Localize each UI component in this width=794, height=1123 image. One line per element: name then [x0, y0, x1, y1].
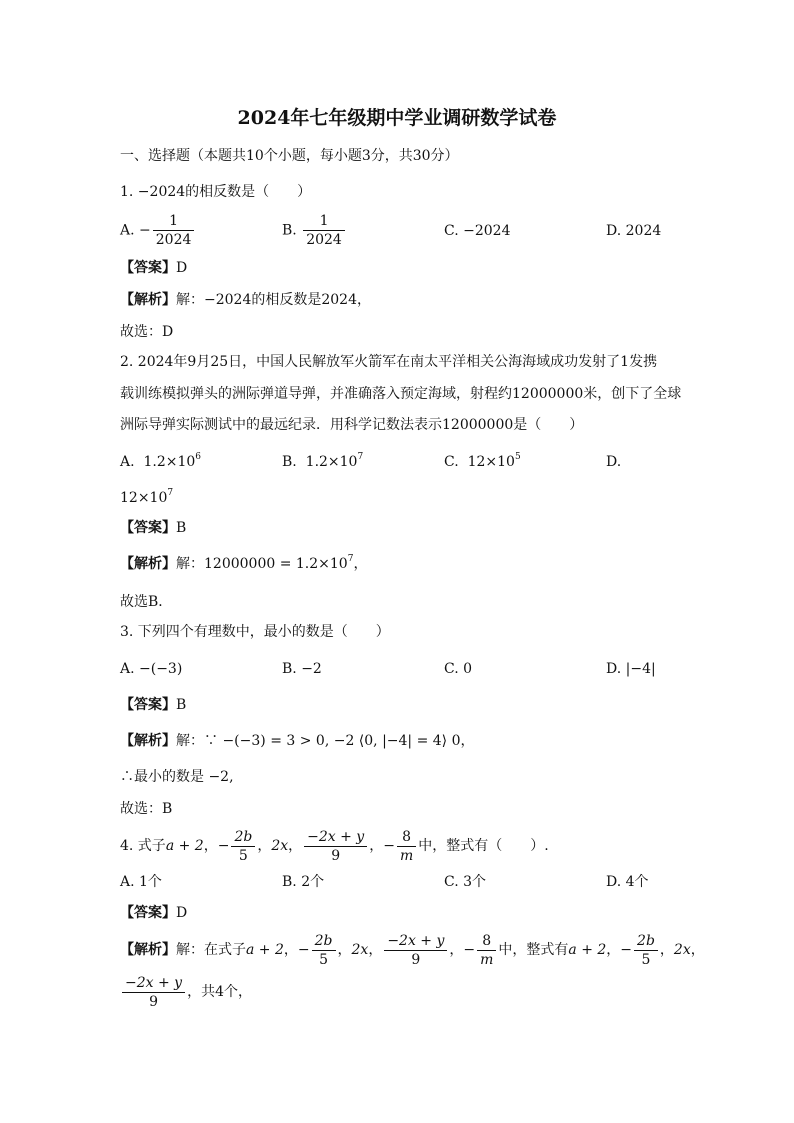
q1-analysis: 【解析】解：−2024的相反数是2024， [120, 292, 371, 308]
q4-option-c: C. 3个 [444, 874, 487, 890]
q3-conclusion: 故选：B [120, 801, 173, 817]
q1-conclusion: 故选：D [120, 324, 174, 340]
q2-analysis: 【解析】解：$12000000 = 1.2\times 10^7$， [120, 554, 368, 572]
q2-option-b: B. $1.2\times 10^7$ [282, 452, 364, 470]
q3-option-a: A. −(−3) [120, 661, 183, 677]
q4-option-a: A. 1个 [120, 874, 162, 890]
q3-option-c: C. 0 [444, 661, 473, 677]
q2-stem-line-3: 洲际导弹实际测试中的最远纪录．用科学记数法表示12000000是（ ） [120, 417, 584, 433]
q4-option-b: B. 2个 [282, 874, 325, 890]
q1-answer: 【答案】D [120, 260, 188, 276]
q1-option-c: C. −2024 [444, 223, 511, 239]
q1-a-fraction: $\frac{1}{2024}$ [153, 212, 195, 249]
q4-stem: 4. 式子a + 2，− $\frac{2b}{5}$ ，2x， $\frac{-2x + y}{9}$ ，− $\frac{8}{m}$ 中，整式有（ ）. [120, 828, 549, 864]
q2-option-d-label: D. [606, 454, 622, 470]
q4-analysis: 【解析】解：在式子a + 2，− $\frac{2b}{5}$ ，2x， $\frac{-2x + y}{9}$ ，− $\frac{8}{m}$ 中，整式有a + 2，− $\frac{2b}{5}$ ，2x， [120, 932, 705, 968]
q3-option-d: D. |−4| [606, 661, 656, 677]
q4-analysis-line-2: $\frac{-2x + y}{9}$ ，共4个， [120, 972, 252, 1012]
q2-stem-line-1: 2. 2024年9月25日，中国人民解放军火箭军在南太平洋相关公海海域成功发射了1发携 [120, 354, 658, 370]
q4-stem-frac-2b5: $\frac{2b}{5}$ [231, 828, 255, 865]
q4-stem-frac-8m: $\frac{8}{m}$ [397, 828, 416, 865]
q1-option-a: A. − $\frac{1}{2024}$ [120, 212, 196, 249]
q3-option-b: B. −2 [282, 661, 322, 677]
q2-option-c: C. $12\times 10^5$ [444, 452, 521, 470]
q1-option-d: D. 2024 [606, 223, 662, 239]
q1-stem: 1. −2024的相反数是（ ） [120, 184, 312, 200]
q3-analysis-line-2: ∴最小的数是 −2, [120, 769, 234, 785]
q2-conclusion: 故选B． [120, 594, 173, 610]
q2-answer: 【答案】B [120, 520, 187, 536]
q3-analysis: 【解析】解：∵ −(−3) = 3 > 0, −2 ⟨0, |−4| = 4⟩ 0， [120, 733, 475, 749]
q4-option-d: D. 4个 [606, 874, 649, 890]
q3-answer: 【答案】B [120, 697, 187, 713]
q1-option-b: B. $\frac{1}{2024}$ [282, 212, 347, 249]
q3-stem: 3. 下列四个有理数中，最小的数是（ ） [120, 624, 390, 640]
section-heading: 一、选择题（本题共10个小题，每小题3分，共30分） [120, 148, 459, 164]
page-title: 2024年七年级期中学业调研数学试卷 [237, 107, 557, 129]
q1-b-fraction: $\frac{1}{2024}$ [303, 212, 345, 249]
q2-option-a: A. $1.2\times 10^6$ [120, 452, 202, 470]
q4-answer: 【答案】D [120, 905, 188, 921]
q4-stem-frac-2xy9: $\frac{-2x + y}{9}$ [304, 828, 367, 865]
q2-option-d: $12\times 10^7$ [120, 488, 174, 506]
q2-stem-line-2: 载训练模拟弹头的洲际弹道导弹，并准确落入预定海域，射程约12000000米，创下了全球 [120, 386, 682, 402]
